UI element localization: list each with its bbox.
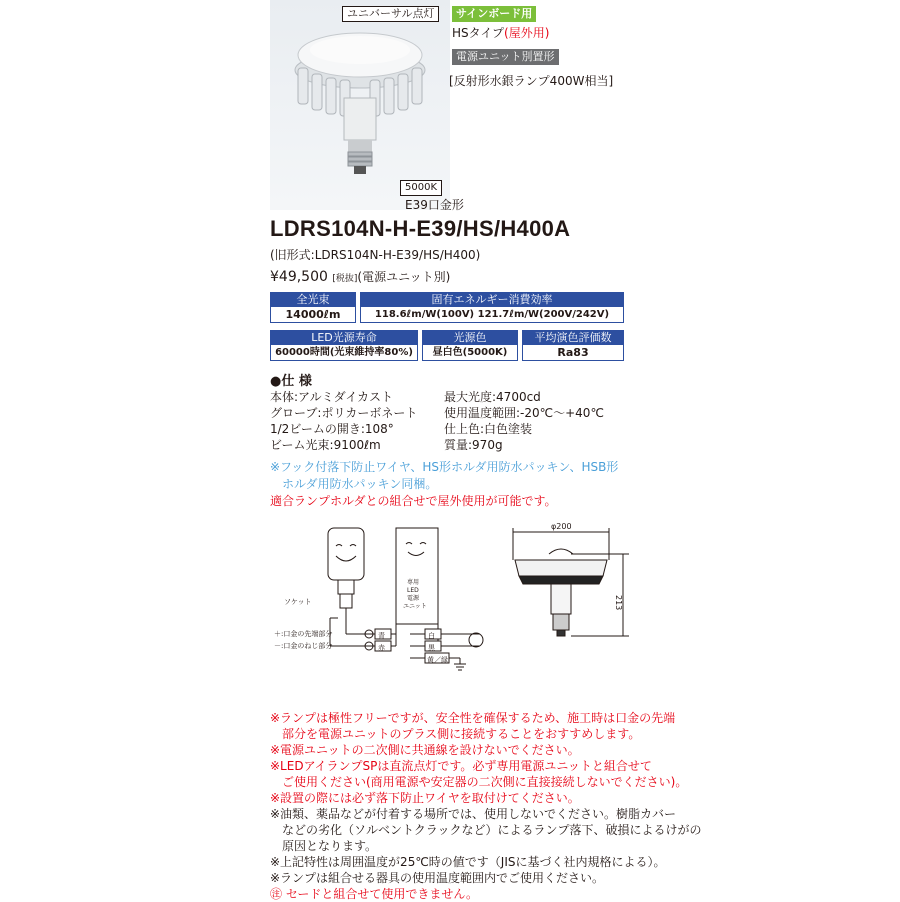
lumen-val: 14000ℓm [270,307,356,323]
plus-label: ＋:口金の先端部分 [274,630,333,638]
model-number: LDRS104N-H-E39/HS/H400A [270,216,571,241]
color-temp-tag: 5000K [400,180,442,196]
ra-head: 平均演色評価数 [522,330,624,345]
note-line: ※設置の際には必ず落下防止ワイヤを取付けてください。 [270,791,580,805]
minus-label: －:口金のねじ部分 [274,642,333,650]
spec-left-item: 1/2ビームの開き:108° [270,422,394,436]
unit-label-4: ユニット [403,603,427,610]
note-line: ※上記特性は周囲温度が25℃時の値です（JISに基づく社内規格による）。 [270,855,666,869]
price: ¥49,500 [270,269,328,285]
lumen-head: 全光束 [270,292,356,307]
wiring-diagram [270,520,500,690]
efficiency-head: 固有エネルギー消費効率 [360,292,624,307]
life-head: LED光源寿命 [270,330,418,345]
spec-life [270,330,418,361]
note-line: ※ランプは極性フリーですが、安全性を確保するため、施工時は口金の先端 [270,711,676,725]
note-line: ※ランプは組合せる器具の使用温度範囲内でご使用ください。 [270,871,605,885]
dim-height: 213 [614,595,623,611]
power-note: (電源ユニット別) [357,270,451,284]
spec-left-list [270,389,417,453]
spec-color [422,330,518,361]
outdoor-note: 適合ランプホルダとの組合せで屋外使用が可能です。 [270,494,557,508]
green-yellow-wire: 黄／緑 [427,656,448,664]
signboard-tag: サインボード用 [452,6,536,22]
price-line [270,268,450,285]
blue-wire: 青 [378,632,385,640]
spec-left-item: グローブ:ポリカーボネート [270,406,418,420]
note-line: ホルダ用防水パッキン同梱。 [270,477,438,491]
spec-left-item: 本体:アルミダイカスト [270,390,393,404]
note-line: ※電源ユニットの二次側に共通線を設けないでください。 [270,743,580,757]
spec-right-item: 質量:970g [444,438,503,452]
red-wire: 赤 [378,644,385,652]
spec-right-item: 仕上色:白色塗装 [444,422,533,436]
color-head: 光源色 [422,330,518,345]
socket-label: ソケット [284,598,312,606]
universal-tag: ユニバーサル点灯 [342,6,439,22]
life-val: 60000時間(光束維持率80%) [270,345,418,361]
note-line: 原因となります。 [270,839,378,853]
note-line: ※油類、薬品などが付着する場所では、使用しないでください。樹脂カバー [270,807,677,821]
dim-width: φ200 [551,522,572,531]
unit-label-3: 電源 [407,595,420,602]
tax-note: [税抜] [332,274,358,284]
spec-heading: ●仕 様 [270,374,312,389]
note-line: ご使用ください(商用電源や安定器の二次側に直接接続しないでください)。 [270,775,688,789]
note-line: ※LEDアイランプSPは直流点灯です。必ず専用電源ユニットと組合せて [270,759,652,773]
caution-notes [270,710,702,902]
hs-type-label: HSタイプ [452,26,505,40]
efficiency-val: 118.6ℓm/W(100V) 121.7ℓm/W(200V/242V) [360,307,624,323]
note-line: 部分を電源ユニットのプラス側に接続することをおすすめします。 [270,727,641,741]
old-model: (旧形式:LDRS104N-H-E39/HS/H400) [270,248,481,262]
spec-ra [522,330,624,361]
spec-right-item: 使用温度範囲:-20℃～+40℃ [444,406,604,420]
base-type: E39口金形 [405,198,464,212]
hs-type [452,24,549,41]
equivalent-label: [反射形水銀ランプ400W相当] [449,74,614,88]
spec-efficiency [360,292,624,323]
outdoor-label: (屋外用) [504,26,550,40]
unit-label-1: 専用 [407,579,420,586]
dimension-drawing [505,520,635,650]
note-line: ㊟ セードと組合せて使用できません。 [270,887,479,901]
note-line: ※フック付落下防止ワイヤ、HS形ホルダ用防水パッキン、HSB形 [270,460,619,474]
spec-left-item: ビーム光束:9100ℓm [270,438,381,452]
color-val: 昼白色(5000K) [422,345,518,361]
lamp-illustration [270,0,450,200]
ra-val: Ra83 [522,345,624,361]
spec-lumen [270,292,356,323]
separate-unit-tag: 電源ユニット別置形 [452,49,559,65]
spec-right-item: 最大光度:4700cd [444,390,541,404]
note-line: などの劣化（ソルベントクラックなど）によるランプ落下、破損によるけがの [270,823,702,837]
black-wire: 黒 [428,644,435,652]
white-wire: 白 [428,632,435,640]
spec-right-list [444,389,604,453]
accessory-note [270,459,618,493]
unit-label-2: LED [407,587,419,594]
